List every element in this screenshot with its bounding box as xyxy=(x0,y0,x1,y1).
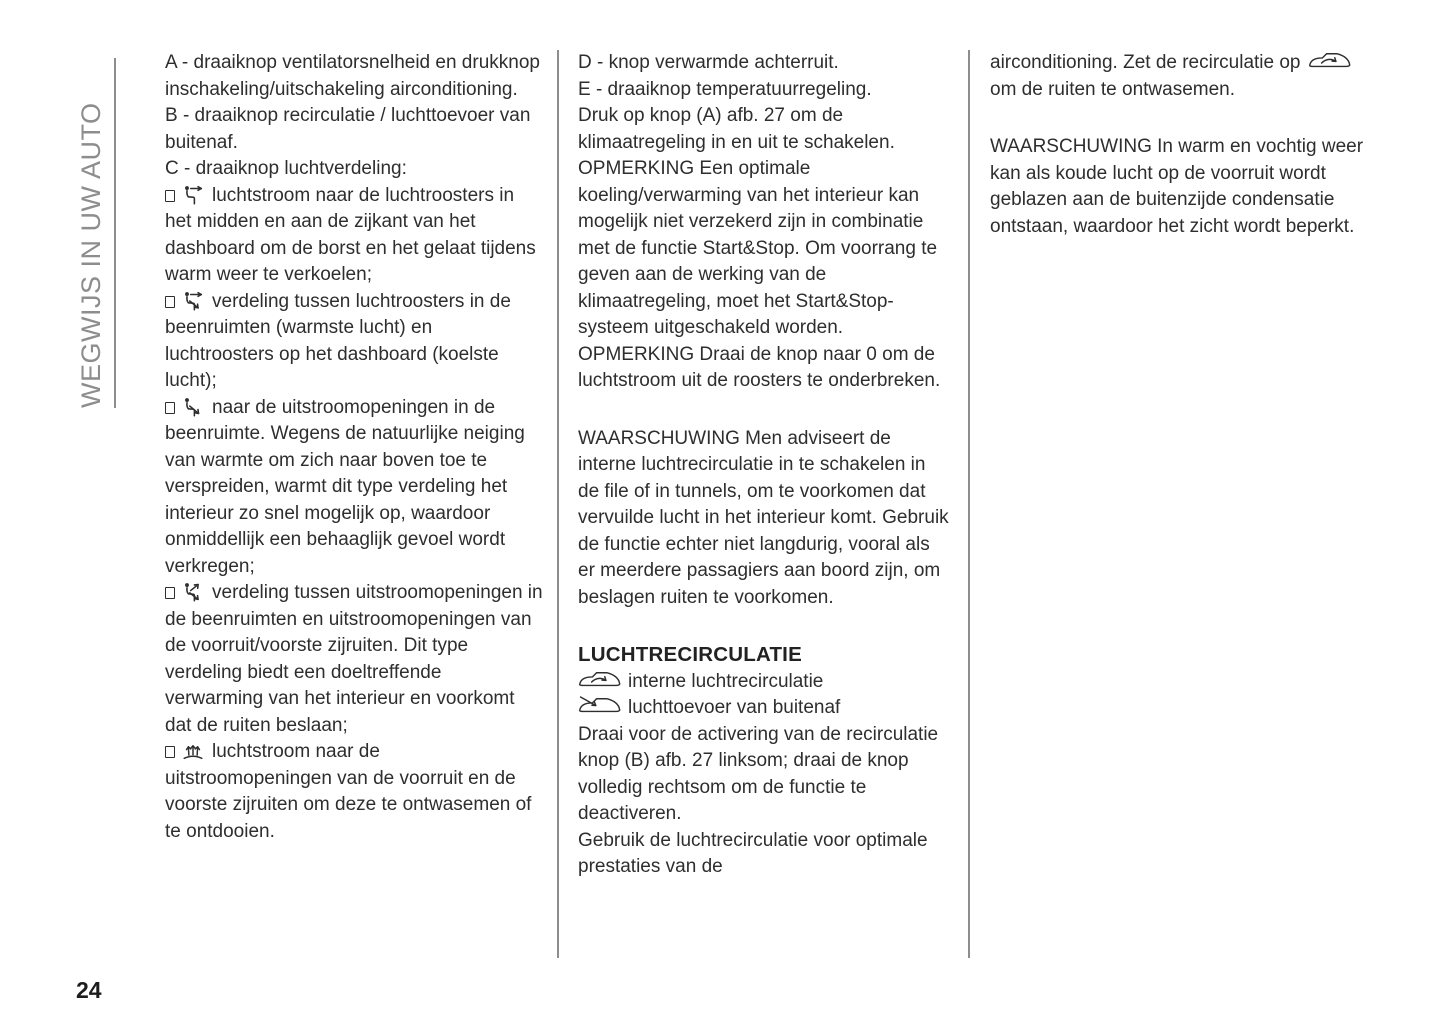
paragraph-note: OPMERKING Een optimale koeling/verwarming van het interieur kan mogelijk niet verzekerd zijn in combinatie met de functie Start&Stop. Om voorrang te geven aan de werking van de klimaatregeling, moet het Start&Stop-systeem uitgeschakeld worden. xyxy=(578,158,938,338)
knob-position-square-icon xyxy=(165,587,175,599)
vent-windshield-icon xyxy=(181,740,205,761)
list-item-text: verdeling tussen luchtroosters in de beenruimten (warmste lucht) en luchtroosters op het dashboard (koelste lucht); xyxy=(165,290,511,391)
vent-feet-windshield-icon xyxy=(181,581,205,602)
legend-item xyxy=(578,695,950,722)
knob-position-square-icon xyxy=(165,190,175,202)
vent-face-feet-icon xyxy=(181,290,205,311)
paragraph: Draai voor de activering van de recirculatie knop (B) afb. 27 linksom; draai de knop volledig rechtsom om de functie te deactiveren. xyxy=(578,723,939,824)
legend-item-text: luchttoevoer van buitenaf xyxy=(628,697,841,718)
column-2 xyxy=(578,50,950,881)
chapter-sidebar-title: WEGWIJS IN UW AUTO xyxy=(76,58,116,408)
list-item xyxy=(165,580,543,739)
list-item xyxy=(165,289,543,395)
paragraph-warning: WAARSCHUWING Men adviseert de interne luchtrecirculatie in te schakelen in de file of in tunnels, om te voorkomen dat vervuilde lucht in het interieur komt. Gebruik de functie echter niet langdurig, vooral als er meerdere passagiers aan boord zijn, om beslagen ruiten te voorkomen. xyxy=(578,427,949,608)
knob-position-square-icon xyxy=(165,296,175,308)
paragraph-text: om de ruiten te ontwasemen. xyxy=(990,78,1236,100)
list-item-text: verdeling tussen uitstroomopeningen in de beenruimten en uitstroomopeningen van de voorruit/voorste zijruiten. Dit type verdeling biedt een doeltreffende verwarming van het interieur en voorkomt dat de ruiten beslaan; xyxy=(165,582,543,736)
list-item-text: luchtstroom naar de luchtroosters in het midden en aan de zijkant van het dashboard om de borst en het gelaat tijdens warm weer te verkoelen; xyxy=(165,184,536,285)
paragraph-knob-b: B - draaiknop recirculatie / luchttoevoer van buitenaf. xyxy=(165,105,531,153)
list-item xyxy=(165,183,543,289)
paragraph-note: OPMERKING Draai de knop naar 0 om de luchtstroom uit de roosters te onderbreken. xyxy=(578,343,941,391)
column-divider xyxy=(557,50,559,958)
knob-position-square-icon xyxy=(165,402,175,414)
recirculation-icon xyxy=(578,669,622,690)
column-divider xyxy=(968,50,970,958)
paragraph: Gebruik de luchtrecirculatie voor optimale prestaties van de xyxy=(578,829,928,877)
page-number: 24 xyxy=(76,977,102,1003)
legend-item-text: interne luchtrecirculatie xyxy=(628,670,824,692)
column-3 xyxy=(990,50,1364,240)
paragraph-knob-c: C - draaiknop luchtverdeling: xyxy=(165,158,407,179)
paragraph-knob-e: E - draaiknop temperatuurregeling. xyxy=(578,78,872,100)
paragraph-with-icon xyxy=(990,50,1364,103)
list-item-text: naar de uitstroomopeningen in de beenruimte. Wegens de natuurlijke neiging van warmte om zich naar boven toe te verspreiden, warmt dit type verdeling het interieur zo snel mogelijk op, waardoor onmiddellijk een behaaglijk gevoel wordt verkregen; xyxy=(165,396,525,577)
list-item xyxy=(165,395,543,581)
list-item-text: luchtstroom naar de uitstroomopeningen van de voorruit en de voorste zijruiten om deze te ontwasemen of te ontdooien. xyxy=(165,741,532,842)
paragraph: Druk op knop (A) afb. 27 om de klimaatregeling in en uit te schakelen. xyxy=(578,105,895,153)
column-1 xyxy=(165,50,543,845)
paragraph-knob-d: D - knop verwarmde achterruit. xyxy=(578,52,839,73)
list-item xyxy=(165,739,543,845)
fresh-air-icon xyxy=(578,695,622,716)
legend-item xyxy=(578,669,950,696)
paragraph-warning: WAARSCHUWING In warm en vochtig weer kan als koude lucht op de voorruit wordt geblazen aan de buitenzijde condensatie ontstaan, waardoor het zicht wordt beperkt. xyxy=(990,136,1364,237)
vent-feet-icon xyxy=(181,396,205,417)
vent-face-icon xyxy=(181,184,205,205)
paragraph-text: airconditioning. Zet de recirculatie op xyxy=(990,52,1301,73)
recirculation-icon xyxy=(1308,50,1352,71)
paragraph-knob-a: A - draaiknop ventilatorsnelheid en drukknop inschakeling/uitschakeling airconditioning. xyxy=(165,52,540,100)
knob-position-square-icon xyxy=(165,746,175,758)
section-heading: LUCHTRECIRCULATIE xyxy=(578,643,802,666)
